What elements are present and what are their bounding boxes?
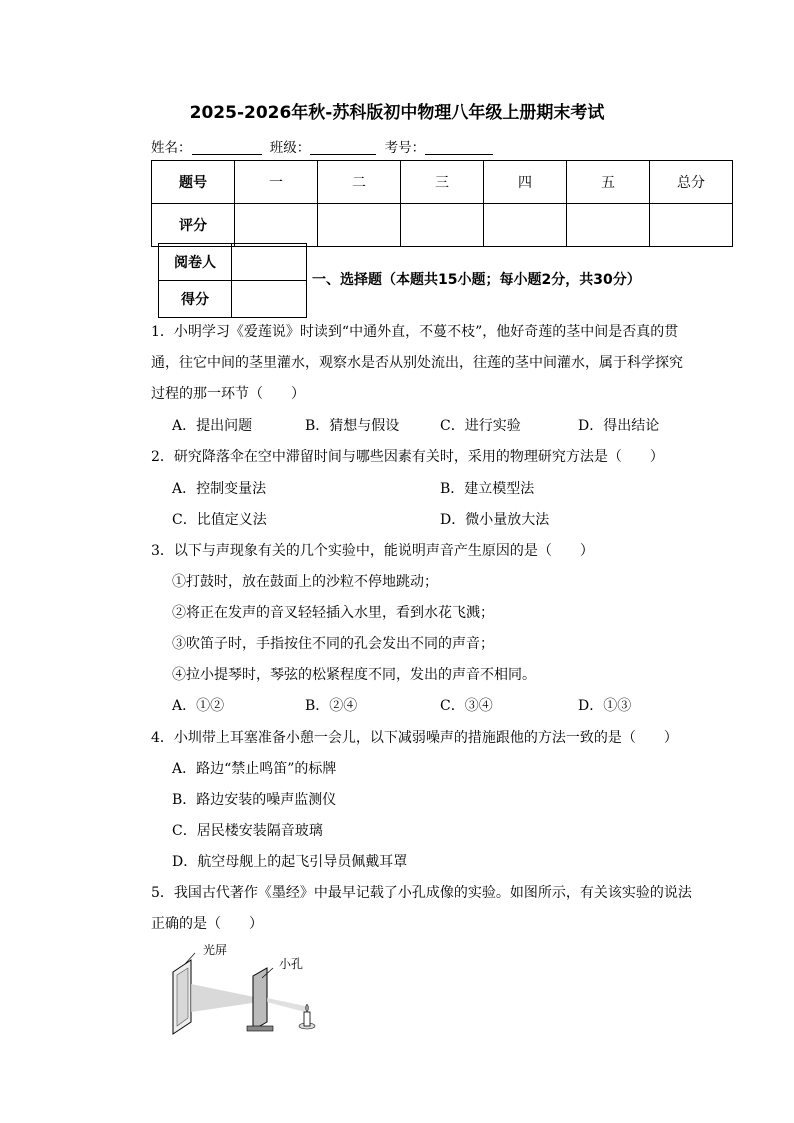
grader-table: [158, 243, 307, 318]
question-2-line: 2．研究降落伞在空中滞留时间与哪些因素有关时，采用的物理研究方法是（ ）: [151, 449, 664, 465]
score-cell[interactable]: [567, 204, 650, 247]
score-table-row: [152, 204, 733, 247]
question-5-line: 5．我国古代著作《墨经》中最早记载了小孔成像的实验。如图所示，有关该实验的说法: [151, 885, 692, 901]
score-row-label: 评分: [152, 204, 235, 247]
question-5-line: 正确的是（ ）: [151, 916, 263, 932]
score-table-header-row: [152, 161, 733, 204]
class-field[interactable]: [310, 141, 376, 155]
board-base-shape: [247, 1026, 273, 1031]
q1-option-c[interactable]: C．进行实验: [440, 418, 521, 434]
question-3-statement: ④拉小提琴时，琴弦的松紧程度不同，发出的声音不相同。: [172, 667, 536, 683]
question-3-line: 3．以下与声现象有关的几个实验中，能说明声音产生原因的是（ ）: [151, 543, 594, 559]
score-header-cell: 二: [318, 161, 401, 204]
q4-option-d[interactable]: D．航空母舰上的起飞引导员佩戴耳罩: [172, 854, 408, 870]
reviewer-label: 阅卷人: [159, 244, 232, 281]
q4-option-a[interactable]: A．路边“禁止鸣笛”的标牌: [172, 761, 337, 777]
score-cell[interactable]: [484, 204, 567, 247]
class-label: 班级：: [269, 140, 311, 156]
score-header-cell: 五: [567, 161, 650, 204]
q4-option-c[interactable]: C．居民楼安装隔音玻璃: [172, 823, 323, 839]
q3-option-c[interactable]: C．③④: [440, 698, 493, 714]
exam-no-label: 考号：: [384, 140, 426, 156]
grader-score-label: 得分: [159, 281, 232, 318]
question-1-line: 通，往它中间的茎里灌水，观察水是否从别处流出，往莲的茎中间灌水，属于科学探究: [151, 355, 683, 371]
score-cell[interactable]: [401, 204, 484, 247]
score-cell[interactable]: [318, 204, 401, 247]
q1-option-a[interactable]: A．提出问题: [172, 418, 253, 434]
q1-option-d[interactable]: D．得出结论: [578, 418, 660, 434]
question-3-statement: ③吹笛子时，手指按住不同的孔会发出不同的声音；: [172, 636, 494, 652]
q2-option-d[interactable]: D．微小量放大法: [440, 512, 550, 528]
name-label: 姓名：: [151, 140, 192, 156]
student-info: [151, 136, 497, 156]
q2-option-a[interactable]: A．控制变量法: [172, 481, 267, 497]
q2-option-c[interactable]: C．比值定义法: [172, 512, 267, 528]
question-1-line: 过程的那一环节（ ）: [151, 386, 305, 402]
score-header-cell: 题号: [152, 161, 235, 204]
q1-option-b[interactable]: B．猜想与假设: [305, 418, 400, 434]
reviewer-cell[interactable]: [232, 244, 307, 281]
question-3-statement: ①打鼓时，放在鼓面上的沙粒不停地跳动；: [172, 574, 438, 590]
score-header-cell: 总分: [650, 161, 733, 204]
score-table: [151, 160, 733, 247]
score-header-cell: 一: [235, 161, 318, 204]
q3-option-d[interactable]: D．①③: [578, 698, 632, 714]
question-3-statement: ②将正在发声的音叉轻轻插入水里，看到水花飞溅；: [172, 605, 494, 621]
grader-score-cell[interactable]: [232, 281, 307, 318]
candle-shape: [304, 1012, 310, 1026]
q2-option-b[interactable]: B．建立模型法: [440, 481, 535, 497]
exam-title: 2025-2026年秋-苏科版初中物理八年级上册期末考试: [189, 103, 605, 123]
score-header-cell: 四: [484, 161, 567, 204]
name-field[interactable]: [192, 141, 262, 155]
q3-option-b[interactable]: B．②④: [305, 698, 358, 714]
question-1-line: 1．小明学习《爱莲说》时读到“中通外直，不蔓不枝”，他好奇莲的茎中间是否真的贯: [151, 324, 679, 340]
hole-label: 小孔: [279, 957, 304, 971]
q3-option-a[interactable]: A．①②: [172, 698, 225, 714]
score-cell[interactable]: [235, 204, 318, 247]
screen-image-shape: [177, 968, 188, 1026]
pinhole-board-shape: [253, 968, 267, 1030]
exam-no-field[interactable]: [425, 141, 493, 155]
section-heading: 一、选择题（本题共15小题；每小题2分，共30分）: [312, 272, 641, 288]
score-header-cell: 三: [401, 161, 484, 204]
flame-shape: [306, 1004, 309, 1012]
score-cell[interactable]: [650, 204, 733, 247]
pinhole-camera-figure: [155, 940, 335, 1040]
screen-label: 光屏: [203, 943, 228, 957]
candle-beam-shape: [267, 998, 305, 1012]
light-beam-shape: [191, 984, 259, 1012]
question-4-line: 4．小圳带上耳塞准备小憩一会儿，以下减弱噪声的措施跟他的方法一致的是（ ）: [151, 730, 678, 746]
q4-option-b[interactable]: B．路边安装的噪声监测仪: [172, 792, 337, 808]
